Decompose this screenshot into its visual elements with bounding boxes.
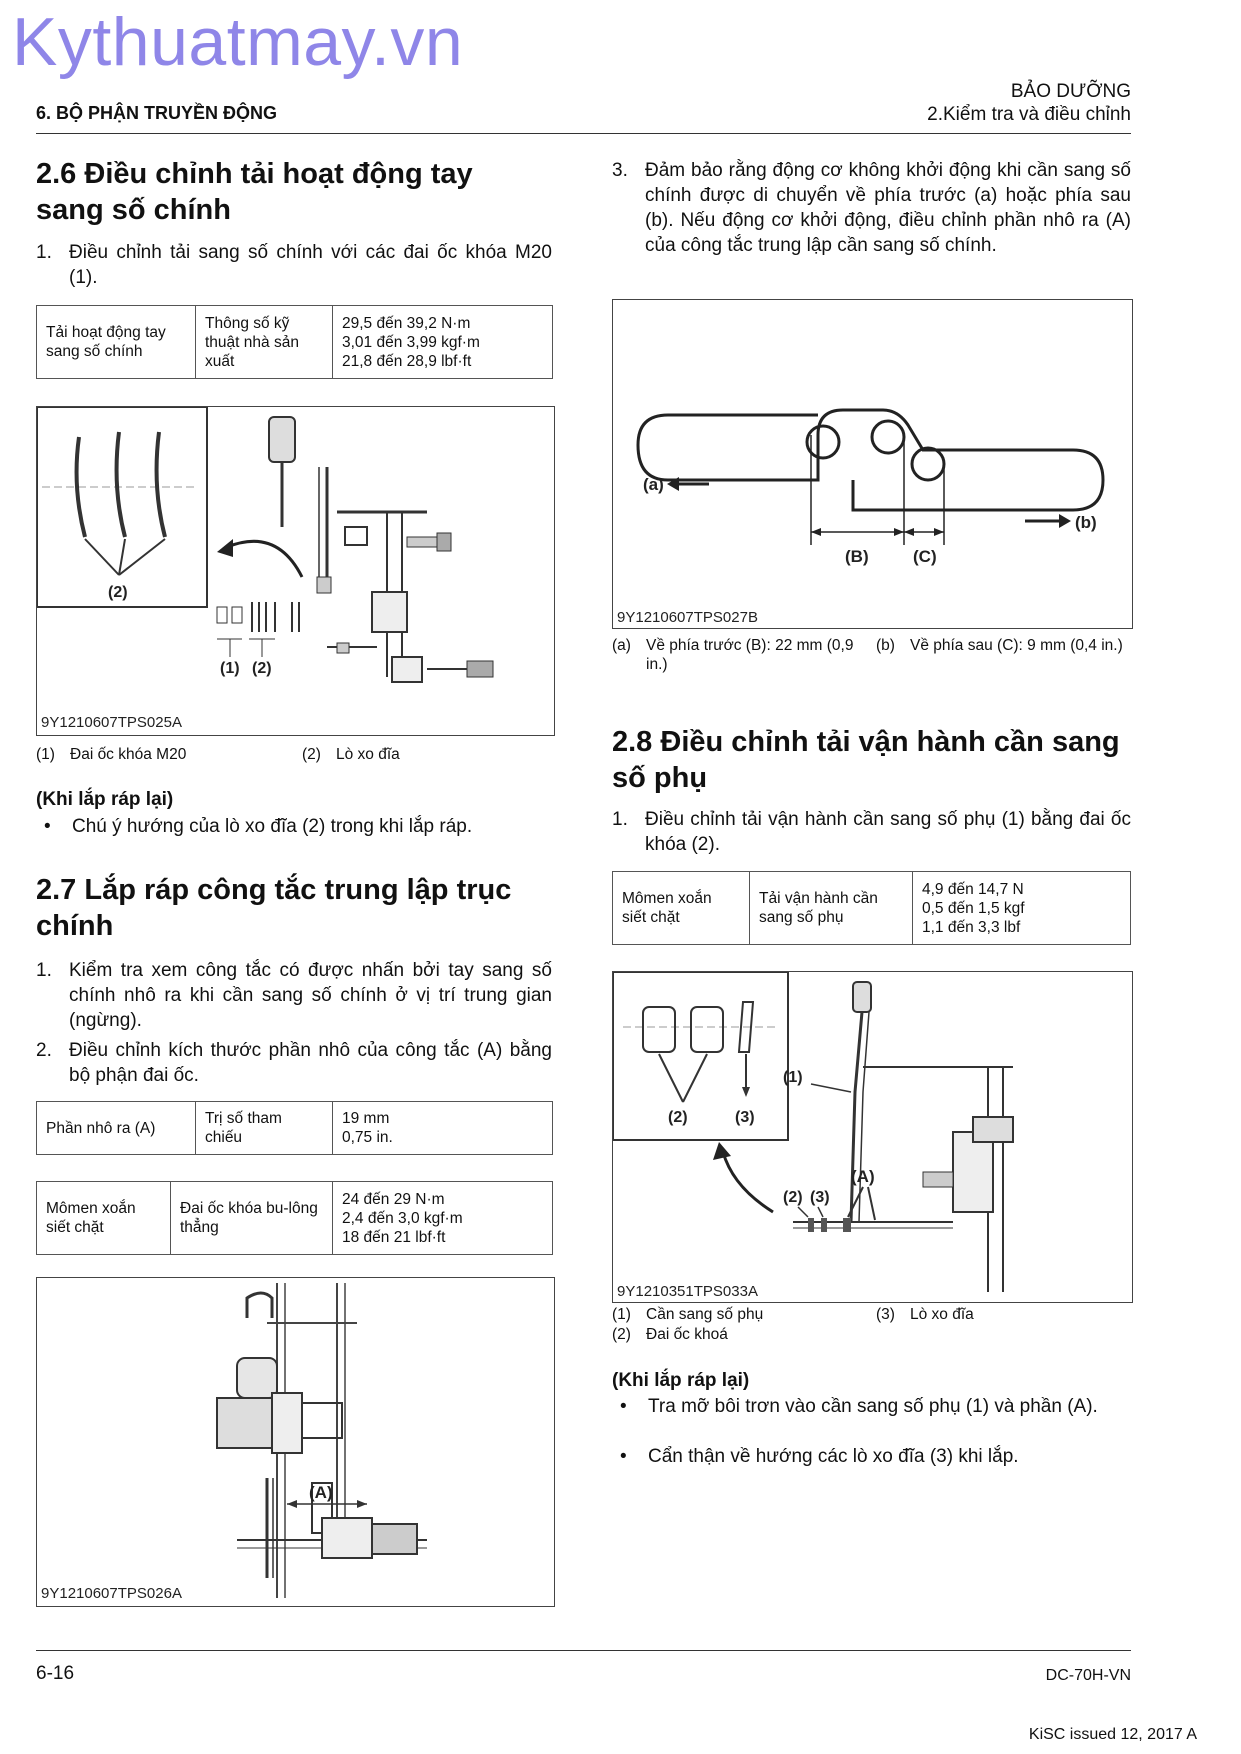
figure-033a-drawing	[613, 972, 1132, 1302]
spec-value: 24 đến 29 N·m	[342, 1190, 445, 1208]
reassembly-bullet	[36, 814, 552, 839]
bullet-dot: •	[620, 1396, 627, 1417]
spec-value: 21,8 đến 28,9 lbf·ft	[342, 352, 472, 370]
step-number: 3.	[612, 160, 628, 181]
s26-spec-table	[36, 305, 553, 379]
caption-text: Về phía sau (C): 9 mm (0,4 in.)	[910, 637, 1123, 654]
figure-code: 9Y1210607TPS025A	[41, 714, 182, 731]
fig-label-B: (B)	[845, 547, 869, 566]
s27-spec-table-1	[36, 1101, 553, 1155]
fig-label-3: (3)	[735, 1109, 755, 1126]
s27-step-2	[36, 1038, 552, 1088]
spec-value: 4,9 đến 14,7 N	[922, 880, 1024, 898]
fig-label-2: (2)	[668, 1109, 688, 1126]
step-text: Điều chỉnh kích thước phần nhô của công tắc (A) bằng bộ phận đai ốc.	[69, 1040, 552, 1086]
s28-step-1	[612, 807, 1131, 857]
bullet-dot: •	[620, 1446, 627, 1467]
spec-label: Mômen xoắn siết chặt	[37, 1182, 171, 1255]
header-category: BẢO DƯỠNG	[1010, 81, 1131, 102]
s27-step-1	[36, 958, 552, 1033]
watermark-text: Kythuatmay.vn	[12, 4, 464, 80]
spec-label: Phần nhô ra (A)	[37, 1102, 196, 1155]
step-text: Điều chỉnh tải vận hành cần sang số phụ (1) bằng đai ốc khóa (2).	[645, 809, 1131, 855]
step-text: Đảm bảo rằng động cơ không khởi động khi cần sang số chính được di chuyển về phía trước (a) hoặc phía sau (b). Nếu động cơ khởi động, điều chỉnh phần nhô ra (A) của công tắc trung lập cần sang số chính.	[645, 160, 1131, 256]
spec-value: 19 mm	[342, 1110, 390, 1127]
figure-code: 9Y1210351TPS033A	[617, 1283, 758, 1300]
fig-label-A: (A)	[309, 1483, 333, 1502]
s28-spec-table	[612, 871, 1131, 945]
section-header: 6. BỘ PHẬN TRUYỀN ĐỘNG	[36, 103, 278, 123]
reassembly-bullet	[612, 1444, 1131, 1469]
spec-value: 3,01 đến 3,99 kgf·m	[342, 333, 480, 351]
figure-code: 9Y1210607TPS027B	[617, 609, 758, 626]
caption-item	[612, 636, 872, 674]
caption-number: (2)	[302, 746, 321, 763]
bullet-text: Cẩn thận về hướng các lò xo đĩa (3) khi lắp.	[648, 1446, 1019, 1467]
fig-label-2b: (2)	[783, 1189, 803, 1206]
spec-value: 0,75 in.	[342, 1129, 393, 1146]
caption-text: Đai ốc khoá	[646, 1326, 728, 1343]
caption-text: Lò xo đĩa	[336, 746, 400, 763]
fig-label-2b: (2)	[252, 660, 272, 677]
step-number: 1.	[36, 242, 52, 263]
figure-026a	[36, 1277, 555, 1607]
caption-item	[876, 1305, 1131, 1324]
footer-rule	[36, 1650, 1131, 1651]
caption-item	[612, 1305, 872, 1324]
spec-values	[333, 1182, 553, 1255]
bullet-dot: •	[44, 816, 51, 837]
caption-number: (1)	[612, 1306, 631, 1323]
caption-text: Về phía trước (B): 22 mm (0,9 in.)	[646, 637, 854, 673]
figure-033a	[612, 971, 1133, 1303]
step-text: Kiểm tra xem công tắc có được nhấn bởi tay sang số chính nhô ra khi cần sang số chính ở vị trí trung gian (ngừng).	[69, 960, 552, 1031]
caption-item	[612, 1325, 872, 1344]
spec-values	[913, 872, 1131, 945]
bullet-text: Tra mỡ bôi trơn vào cần sang số phụ (1) và phần (A).	[648, 1396, 1098, 1417]
caption-number: (b)	[876, 637, 895, 654]
spec-value: 1,1 đến 3,3 lbf	[922, 918, 1021, 936]
issued-note: KiSC issued 12, 2017 A	[1028, 1726, 1197, 1743]
caption-item	[876, 636, 1131, 655]
spec-value: 0,5 đến 1,5 kgf	[922, 899, 1025, 917]
spec-values	[333, 1102, 553, 1155]
fig-label-A: (A)	[851, 1167, 875, 1186]
document-code: DC-70H-VN	[1045, 1667, 1131, 1684]
fig-label-1: (1)	[220, 660, 240, 677]
spec-label: Mômen xoắn siết chặt	[613, 872, 750, 945]
spec-value: 18 đến 21 lbf·ft	[342, 1228, 446, 1246]
fig-label-3b: (3)	[810, 1189, 830, 1206]
figure-027b	[612, 299, 1133, 629]
spec-type: Trị số tham chiếu	[196, 1102, 333, 1155]
caption-number: (2)	[612, 1326, 631, 1343]
s26-step-1	[36, 240, 552, 290]
spec-type: Tải vận hành cần sang số phụ	[750, 872, 913, 945]
caption-text: Lò xo đĩa	[910, 1306, 974, 1323]
reassembly-title: (Khi lắp ráp lại)	[36, 789, 174, 810]
caption-number: (3)	[876, 1306, 895, 1323]
caption-item	[36, 745, 236, 764]
reassembly-bullet	[612, 1394, 1131, 1419]
section-2-6-title: 2.6 Điều chỉnh tải hoạt động tay sang số chính	[36, 158, 473, 226]
reassembly-title: (Khi lắp ráp lại)	[612, 1370, 750, 1391]
section-2-7-title: 2.7 Lắp ráp công tắc trung lập trục chính	[36, 874, 512, 942]
caption-text: Cần sang số phụ	[646, 1306, 764, 1323]
s26-step-3	[612, 158, 1131, 258]
figure-code: 9Y1210607TPS026A	[41, 1585, 182, 1602]
fig-label-2: (2)	[108, 584, 128, 601]
caption-number: (a)	[612, 637, 631, 654]
spec-type: Thông số kỹ thuật nhà sản xuất	[196, 306, 333, 379]
spec-values	[333, 306, 553, 379]
header-subsection: 2.Kiểm tra và điều chỉnh	[927, 104, 1131, 125]
figure-026a-drawing	[37, 1278, 554, 1606]
spec-label: Tải hoạt động tay sang số chính	[37, 306, 196, 379]
header-rule	[36, 133, 1131, 134]
step-number: 1.	[612, 809, 628, 830]
bullet-text: Chú ý hướng của lò xo đĩa (2) trong khi lắp ráp.	[72, 816, 473, 837]
section-2-8-title: 2.8 Điều chỉnh tải vận hành cần sang số phụ	[612, 726, 1120, 794]
figure-027b-drawing	[613, 300, 1132, 628]
step-text: Điều chỉnh tải sang số chính với các đai ốc khóa M20 (1).	[69, 242, 552, 288]
caption-item	[302, 745, 522, 764]
fig-label-1: (1)	[783, 1069, 803, 1086]
caption-text: Đai ốc khóa M20	[70, 746, 187, 763]
figure-025a	[36, 406, 555, 736]
page-number: 6-16	[36, 1663, 75, 1684]
figure-025a-drawing	[37, 407, 554, 735]
spec-value: 29,5 đến 39,2 N·m	[342, 314, 471, 332]
s27-spec-table-2	[36, 1181, 553, 1255]
step-number: 2.	[36, 1040, 52, 1061]
fig-label-b: (b)	[1075, 513, 1097, 532]
spec-value: 2,4 đến 3,0 kgf·m	[342, 1209, 463, 1227]
spec-type: Đai ốc khóa bu-lông thẳng	[171, 1182, 333, 1255]
fig-label-a: (a)	[643, 475, 664, 494]
fig-label-C: (C)	[913, 547, 937, 566]
caption-number: (1)	[36, 746, 55, 763]
step-number: 1.	[36, 960, 52, 981]
